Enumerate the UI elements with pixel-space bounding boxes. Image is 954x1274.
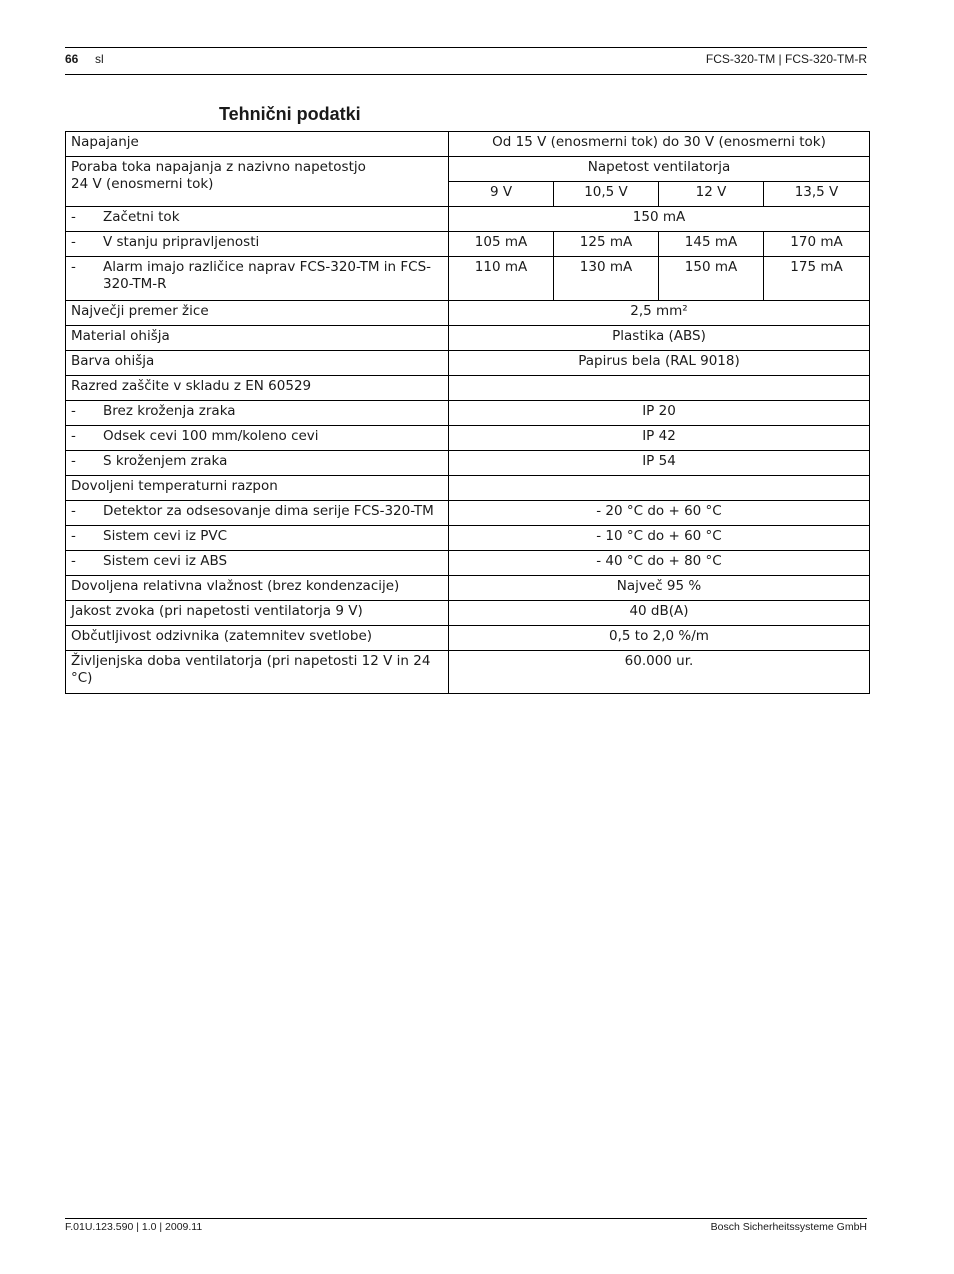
row-label: Jakost zvoka (pri napetosti ventilatorja 9 V) (66, 601, 449, 626)
voltage-cell: 9 V (449, 182, 554, 207)
voltage-cell: 13,5 V (764, 182, 870, 207)
row-value: 0,5 to 2,0 %/m (449, 626, 870, 651)
row-value: Papirus bela (RAL 9018) (449, 351, 870, 376)
current-cell: 110 mA (449, 257, 554, 301)
row-label: Občutljivost odzivnika (zatemnitev svetlobe) (66, 626, 449, 651)
technical-data-table (65, 131, 870, 694)
row-value-empty (449, 376, 870, 401)
row-label: Življenjska doba ventilatorja (pri napetosti 12 V in 24 °C) (66, 651, 449, 694)
current-cell: 105 mA (449, 232, 554, 257)
table-row (66, 576, 870, 601)
table-row (66, 426, 870, 451)
current-cell: 125 mA (554, 232, 659, 257)
current-cell: 150 mA (659, 257, 764, 301)
table-row (66, 207, 870, 232)
list-dash: - (71, 453, 76, 469)
row-label: Dovoljeni temperaturni razpon (66, 476, 449, 501)
row-value: 40 dB(A) (449, 601, 870, 626)
row-value: 60.000 ur. (449, 651, 870, 694)
list-dash: - (71, 234, 76, 250)
page-number: 66 (65, 52, 79, 66)
sub-row-label: - Sistem cevi iz PVC (66, 526, 449, 551)
table-row (66, 132, 870, 157)
list-dash: - (71, 528, 76, 544)
sub-row-label: - Detektor za odsesovanje dima serije FCS-320-TM (66, 501, 449, 526)
footer-rule (65, 1218, 867, 1219)
table-row (66, 232, 870, 257)
table-row (66, 451, 870, 476)
list-dash: - (71, 209, 76, 225)
document-id: F.01U.123.590 | 1.0 | 2009.11 (65, 1221, 203, 1233)
row-value: Od 15 V (enosmerni tok) do 30 V (enosmerni tok) (449, 132, 870, 157)
row-value: Plastika (ABS) (449, 326, 870, 351)
list-dash: - (71, 553, 76, 569)
current-cell: 170 mA (764, 232, 870, 257)
voltage-cell: 12 V (659, 182, 764, 207)
row-value: IP 42 (449, 426, 870, 451)
sub-row-label: - Brez kroženja zraka (66, 401, 449, 426)
sub-row-label: - Začetni tok (66, 207, 449, 232)
row-label: Barva ohišja (66, 351, 449, 376)
row-label: Razred zaščite v skladu z EN 60529 (66, 376, 449, 401)
voltage-cell: 10,5 V (554, 182, 659, 207)
table-row (66, 626, 870, 651)
list-dash: - (71, 259, 76, 275)
row-value: Največ 95 % (449, 576, 870, 601)
sub-row-label: - Alarm imajo različice naprav FCS-320-TM in FCS-320-TM-R (66, 257, 449, 301)
row-value: 2,5 mm² (449, 301, 870, 326)
table-row (66, 476, 870, 501)
sub-row-label: - V stanju pripravljenosti (66, 232, 449, 257)
list-dash: - (71, 503, 76, 519)
row-value: IP 20 (449, 401, 870, 426)
sub-row-label: - Sistem cevi iz ABS (66, 551, 449, 576)
row-label: Dovoljena relativna vlažnost (brez kondenzacije) (66, 576, 449, 601)
fan-voltage-header: Napetost ventilatorja (449, 157, 870, 182)
current-cell: 145 mA (659, 232, 764, 257)
product-name: FCS-320-TM | FCS-320-TM-R (705, 52, 867, 66)
table-row (66, 257, 870, 301)
row-label: Največji premer žice (66, 301, 449, 326)
header-top-rule (65, 47, 867, 48)
table-row (66, 376, 870, 401)
row-label: Material ohišja (66, 326, 449, 351)
table-row (66, 651, 870, 694)
row-value: - 10 °C do + 60 °C (449, 526, 870, 551)
row-value-empty (449, 476, 870, 501)
row-label: Napajanje (66, 132, 449, 157)
table-row (66, 401, 870, 426)
sub-row-label: - S kroženjem zraka (66, 451, 449, 476)
company-name: Bosch Sicherheitssysteme GmbH (710, 1221, 867, 1233)
current-cell: 130 mA (554, 257, 659, 301)
consumption-label-line1: Poraba toka napajanja z nazivno napetostjo (71, 159, 366, 175)
language-code: sl (95, 52, 104, 66)
table-row (66, 157, 870, 182)
row-value: - 40 °C do + 80 °C (449, 551, 870, 576)
section-title: Tehnični podatki (219, 104, 361, 124)
table-row (66, 301, 870, 326)
table-row (66, 551, 870, 576)
table-row (66, 351, 870, 376)
list-dash: - (71, 428, 76, 444)
row-value: IP 54 (449, 451, 870, 476)
row-value: - 20 °C do + 60 °C (449, 501, 870, 526)
sub-row-label: - Odsek cevi 100 mm/koleno cevi (66, 426, 449, 451)
table-row (66, 501, 870, 526)
table-row (66, 601, 870, 626)
consumption-label-line2: 24 V (enosmerni tok) (71, 176, 214, 192)
row-value: 150 mA (449, 207, 870, 232)
list-dash: - (71, 403, 76, 419)
header-bottom-rule (65, 74, 867, 75)
row-label (66, 157, 449, 207)
table-row (66, 326, 870, 351)
table-row (66, 526, 870, 551)
current-cell: 175 mA (764, 257, 870, 301)
